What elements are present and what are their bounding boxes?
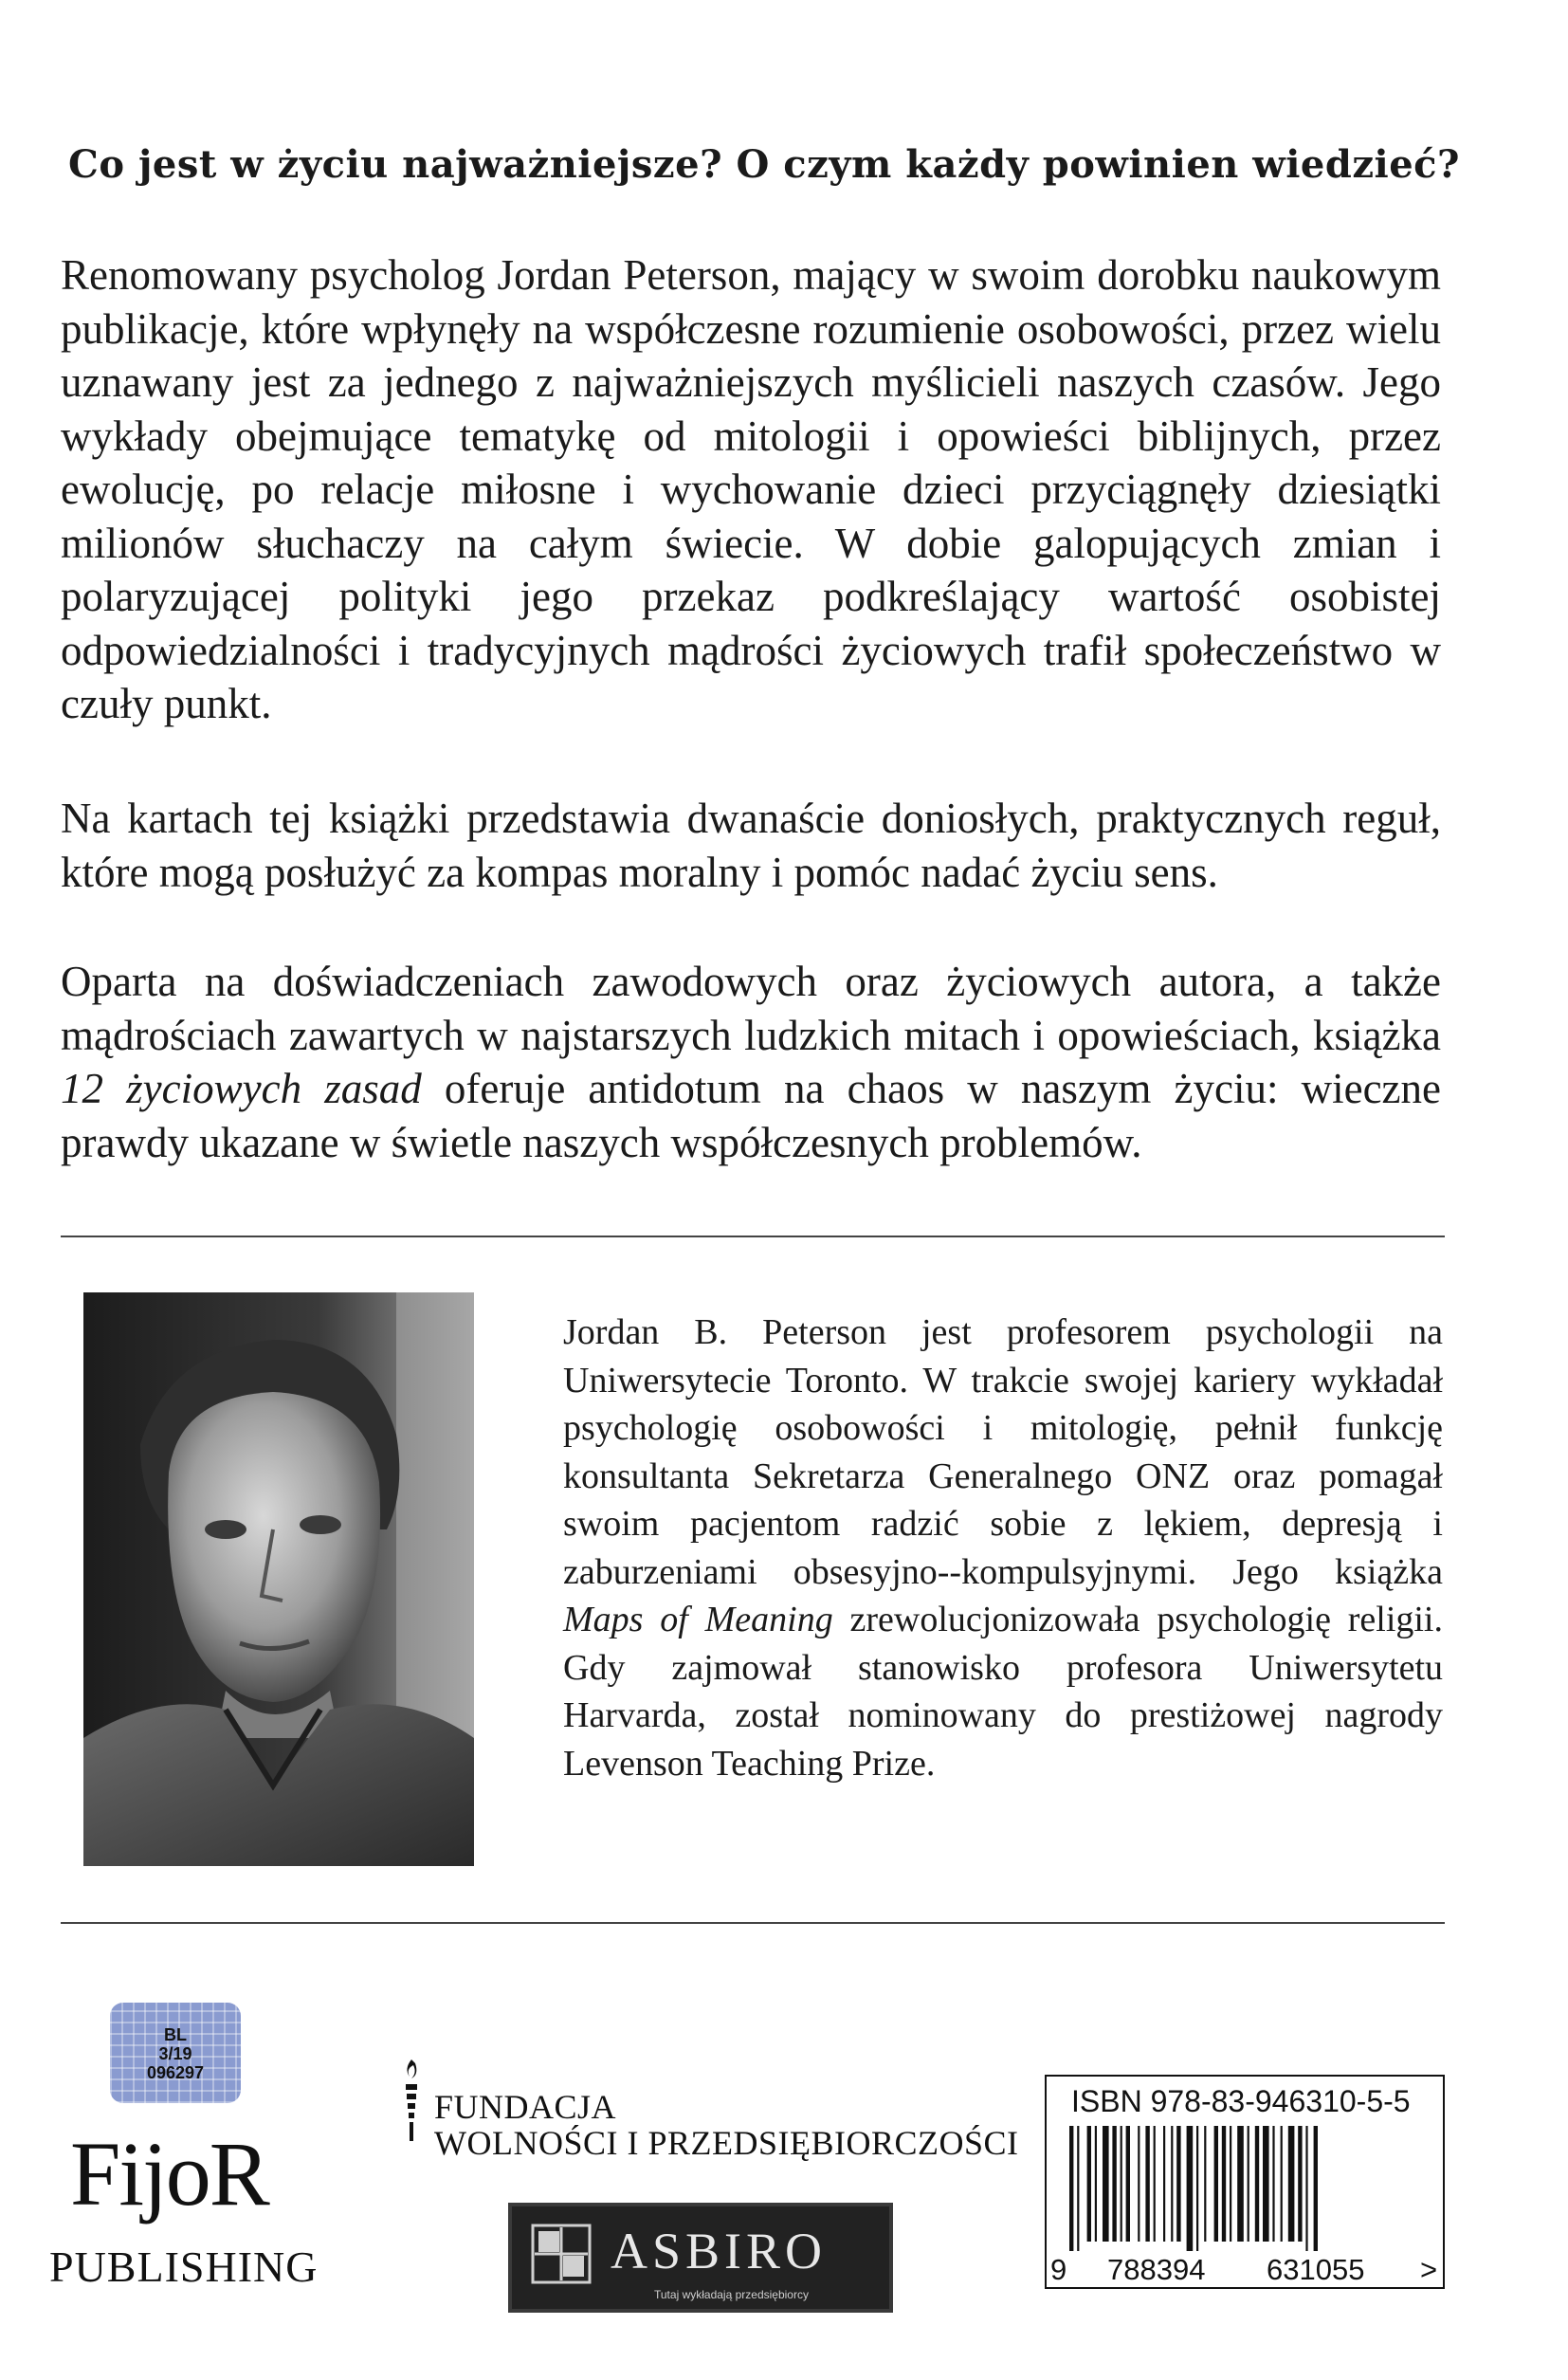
barcode-bar — [1103, 2126, 1109, 2242]
description-paragraph-1: Renomowany psycholog Jordan Peterson, mający w swoim dorobku naukowym publikacje, które wpłynęły na współczesne rozumienie osobowości, przez wielu uznawany jest za jednego z najważniejszych myślicieli naszych czasów. Jego wykłady obejmujące tematykę od mitologii i opowieści biblijnych, przez ewolucję, po relacje miłosne i wychowanie dzieci przyciągnęły dziesiątki milionów słuchaczy na całym świecie. W dobie galopujących zmian i polaryzującej polityki jego przekaz podkreślający wartość osobistej odpowiedzialności i tradycyjnych mądrości życiowych trafił społeczeństwo w czuły punkt. — [61, 251, 1441, 727]
paragraph3-text-start: Oparta na doświadczeniach zawodowych oraz życiowych autora, a także mądrościach zawartych w najstarszych ludzkich mitach i opowieściach, książka — [61, 958, 1441, 1059]
asbiro-logo — [508, 2203, 893, 2313]
barcode-bar — [1255, 2126, 1259, 2242]
barcode-bar — [1121, 2126, 1122, 2242]
barcode-bar — [1248, 2126, 1249, 2242]
barcode-digits-right: 631055 — [1267, 2253, 1365, 2286]
isbn-barcode — [1045, 2075, 1445, 2289]
barcode-bar — [1176, 2126, 1180, 2242]
barcode-bar — [1163, 2126, 1165, 2242]
barcode-bar — [1087, 2126, 1091, 2242]
book-title: 12 życiowych zasad — [61, 1065, 422, 1112]
publisher-name: PUBLISHING — [49, 2243, 319, 2291]
paragraph3-text-end: oferuje antidotum na chaos w naszym życiu: wieczne prawdy ukazane w świetle naszych współczesnych problemów. — [61, 1065, 1441, 1166]
barcode-digits — [1047, 2253, 1443, 2287]
publisher-logo-wordmark: FijoR — [70, 2123, 268, 2224]
barcode-bar — [1069, 2126, 1073, 2251]
barcode-bar — [1145, 2126, 1149, 2242]
barcode-bar — [1204, 2126, 1206, 2242]
barcode-bar — [1237, 2126, 1244, 2242]
barcode-bar — [1263, 2126, 1269, 2242]
author-photo — [83, 1292, 474, 1866]
torch-icon — [400, 2056, 423, 2160]
fundacja-line-1: FUNDACJA — [434, 2088, 617, 2126]
bio-book-title: Maps of Meaning — [563, 1600, 833, 1639]
barcode-bar — [1222, 2126, 1226, 2242]
asbiro-name: ASBIRO — [611, 2223, 828, 2279]
fundacja-line-2: WOLNOŚCI I PRZEDSIĘBIORCZOŚCI — [434, 2124, 1019, 2162]
author-bio — [563, 1309, 1443, 1787]
barcode-bar — [1305, 2126, 1307, 2251]
barcode-bar — [1126, 2126, 1130, 2242]
barcode-bar — [1288, 2126, 1295, 2242]
description-paragraph-2: Na kartach tej książki przedstawia dwanaście doniosłych, praktycznych reguł, które mogą posłużyć za kompas moralny i pomóc nadać życiu sens. — [61, 795, 1441, 896]
barcode-bar — [1298, 2126, 1302, 2242]
barcode-bar — [1281, 2126, 1283, 2242]
barcode-bar — [1230, 2126, 1231, 2242]
description-paragraph-3 — [61, 955, 1441, 1169]
barcode-bar — [1138, 2126, 1140, 2242]
barcode-bar — [1272, 2126, 1274, 2242]
barcode-bar — [1196, 2126, 1198, 2251]
publisher-logo — [70, 2119, 355, 2224]
fundacja-logo — [400, 2056, 1026, 2160]
isbn-number: ISBN 978-83-946310-5-5 — [1071, 2084, 1411, 2118]
headline: Co jest w życiu najważniejsze? O czym każdy powinien wiedzieć? — [68, 142, 1460, 187]
barcode-marker: > — [1420, 2253, 1438, 2286]
divider-bottom — [61, 1922, 1445, 1924]
barcode-digits-left: 788394 — [1107, 2253, 1206, 2286]
barcode-digit-first: 9 — [1050, 2253, 1067, 2286]
sticker-code: BL 3/19 096297 — [146, 2025, 205, 2082]
bio-text-start: Jordan B. Peterson jest profesorem psychologii na Uniwersytecie Toronto. W trakcie swojej kariery wykładał psychologię osobowości i mitologię, pełnił funkcję konsultanta Sekretarza Generalnego ONZ oraz pomagał swoim pacjentom radzić sobie z lękiem, depresją i zaburzeniami obsesyjno--kompulsyjnymi. Jego książka — [563, 1312, 1443, 1592]
barcode-bar — [1314, 2126, 1318, 2251]
barcode-bar — [1154, 2126, 1156, 2242]
divider-top — [61, 1236, 1445, 1237]
library-sticker — [110, 2003, 241, 2103]
barcode-bars — [1067, 2126, 1426, 2251]
barcode-bar — [1214, 2126, 1218, 2242]
barcode-bar — [1077, 2126, 1079, 2251]
barcode-bar — [1171, 2126, 1173, 2242]
barcode-bar — [1095, 2126, 1097, 2242]
asbiro-tagline: Tutaj wykładają przedsiębiorcy — [654, 2288, 809, 2301]
barcode-bar — [1112, 2126, 1116, 2242]
barcode-bar — [1187, 2126, 1194, 2251]
asbiro-emblem-icon — [531, 2224, 592, 2284]
bio-text-end: zrewolucjonizowała psychologię religii. Gdy zajmował stanowisko profesora Uniwersytetu Harvarda, został nominowany do prestiżowej nagrody Levenson Teaching Prize. — [563, 1600, 1443, 1784]
